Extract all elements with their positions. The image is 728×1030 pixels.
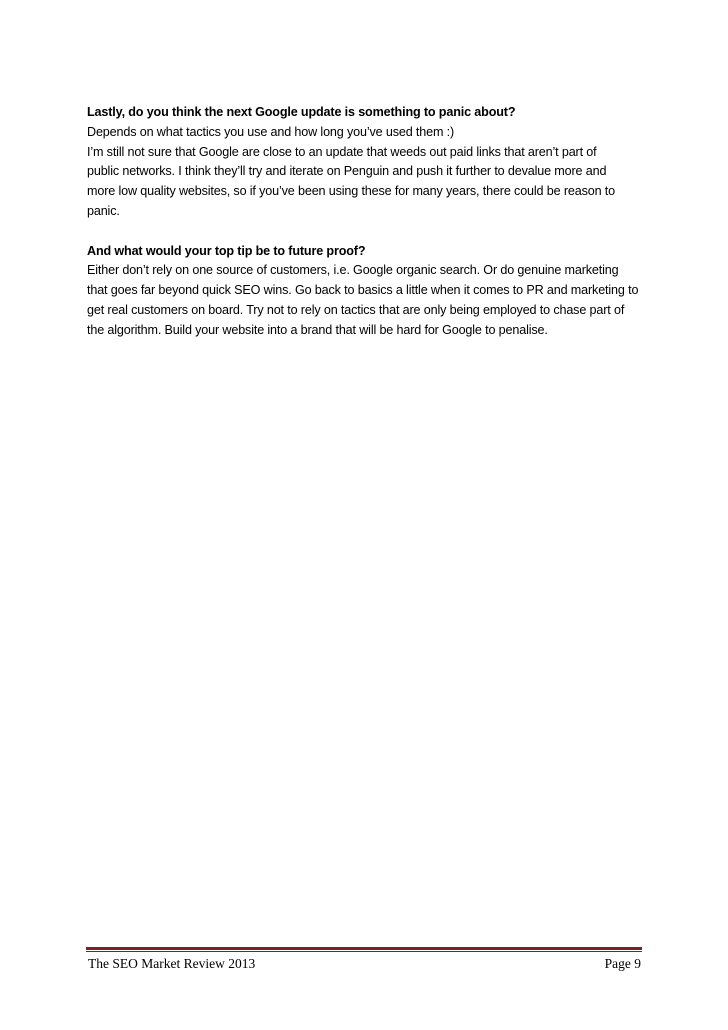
answer-line: public networks. I think they’ll try and iterate on Penguin and push it further to devalue more and	[87, 164, 607, 179]
answer-line: more low quality websites, so if you’ve been using these for many years, there could be reason to	[87, 184, 615, 199]
footer-divider-thick	[86, 947, 642, 950]
question-heading: Lastly, do you think the next Google update is something to panic about?	[87, 105, 516, 119]
footer-divider-thin	[86, 951, 642, 952]
qa-section-next-update	[87, 103, 647, 222]
footer-page-number: Page 9	[604, 956, 641, 971]
answer-paragraph	[87, 261, 647, 340]
footer-document-title: The SEO Market Review 2013	[88, 956, 256, 971]
answer-line: that goes far beyond quick SEO wins. Go back to basics a little when it comes to PR and marketing to	[87, 283, 639, 298]
answer-line: the algorithm. Build your website into a brand that will be hard for Google to penalise.	[87, 322, 548, 337]
answer-paragraph	[87, 123, 647, 222]
page-footer	[88, 954, 642, 974]
page-body	[87, 103, 647, 341]
answer-line: Either don’t rely on one source of customers, i.e. Google organic search. Or do genuine marketing	[87, 263, 619, 278]
answer-line: panic.	[87, 203, 120, 218]
qa-section-future-proof	[87, 242, 647, 341]
answer-line: get real customers on board. Try not to rely on tactics that are only being employed to chase part of	[87, 302, 625, 317]
answer-line: Depends on what tactics you use and how long you’ve used them :)	[87, 124, 455, 139]
answer-line: I’m still not sure that Google are close to an update that weeds out paid links that aren’t part of	[87, 144, 597, 159]
question-heading: And what would your top tip be to future proof?	[87, 243, 366, 258]
